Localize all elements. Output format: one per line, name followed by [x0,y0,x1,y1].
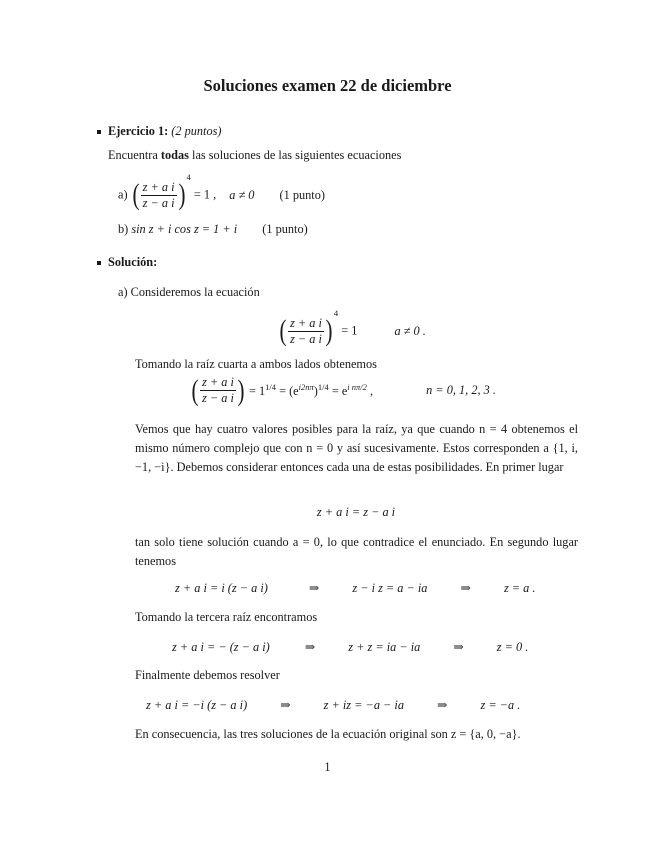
eq5-b: z + z = ia − ia [348,640,421,654]
eq6-arrow-1: ⇒ [280,698,291,712]
final-text: Finalmente debemos resolver [135,668,280,682]
equation-3: z + a i = z − a i [316,505,396,519]
equation-2: ( $\frac{\text{z + a i}}{\text{z − a i}}$ ) = $1^{1/4} = (e^{i2n\pi})^{1/4} = e^{i n\pi/2}$ , n = 0, 1, 2, 3 . [191,373,496,407]
root-text: Tomando la raíz cuarta a ambos lados obtenemos [135,357,377,371]
eq4-arrow-1: ⇒ [308,581,320,595]
exercise-a-num: z + a i [142,179,175,194]
third-text: Tomando la tercera raíz encontramos [135,610,318,624]
paragraph-2: tan solo tiene solución cuando a = 0, lo que contradice el enunciado. En segundo lugar tenemos [135,535,578,568]
exercise-a-label: a) [118,187,128,202]
eq2-mid: = 1 [248,384,266,399]
exercise-b-label: b) [118,222,129,236]
eq4-c: z = a . [503,581,536,595]
exercise-prompt [108,148,401,163]
solution-intro: Consideremos la ecuación [130,285,260,299]
eq4-a: z + a i = i (z − a i) [175,581,268,595]
solution-label: Solución: [108,255,158,269]
eq1-num: z + a i [290,315,322,330]
eq1-rhs: = 1 [341,323,358,338]
prompt-text-post: las soluciones de las siguientes ecuaciones [188,148,402,162]
solution-heading [108,255,157,270]
equation-6 [146,698,520,713]
page-number: 1 [324,760,331,774]
eq1-den: z − a i [290,331,322,346]
exercise-points: (2 puntos) [171,124,222,138]
eq6-a: z + a i = −i (z − a i) [146,698,248,712]
eq2-n: n = 0, 1, 2, 3 . [426,383,496,397]
prompt-text-pre: Encuentra [108,148,161,162]
eq2-exp1: 1/4 [265,381,276,392]
equation-5 [172,640,528,655]
exercise-a-cond: a ≠ 0 [229,187,255,202]
eq4-arrow-2: ⇒ [460,581,471,595]
equation-1: ( $\frac{\text{z + a i}}{\text{z − a i}}$ )$^4$ = 1 a ≠ 0 . [279,308,426,348]
solution-a-intro [118,285,260,300]
exercise-label: Ejercicio 1: [108,124,169,138]
exercise-b-points: (1 punto) [262,222,308,236]
eq2-den: z − a i [202,391,234,405]
eq2-exp4: i nπ/2 [347,381,367,392]
bullet-exercise [97,130,101,134]
eq2-exp2: i2nπ [298,381,314,392]
equation-4 [175,581,535,596]
eq2-close: ) [313,384,318,399]
eq5-a: z + a i = − (z − a i) [172,640,270,654]
prompt-text-bold: todas [160,148,189,162]
eq1-cond: a ≠ 0 . [394,323,426,338]
conclusion-text: En consecuencia, las tres soluciones de la ecuación original son z = {a, 0, −a}. [135,727,521,741]
exercise-a-den: z − a i [142,195,175,210]
eq5-arrow-1: ⇒ [304,640,316,654]
exercise-a-exp: 4 [186,172,191,182]
exercise-a-rhs: = 1 , [193,187,217,202]
page-title: Soluciones examen 22 de diciembre [203,76,452,95]
eq6-b: z + iz = −a − ia [323,698,404,712]
solution-a-label: a) [118,285,128,299]
exercise-b-eq: sin z + i cos z = 1 + i [131,222,238,236]
exercise-heading [108,124,222,139]
eq2-comma: , [369,384,374,399]
eq4-b: z − i z = a − ia [352,581,428,595]
exercise-a-points: (1 punto) [279,187,325,202]
eq2-num: z + a i [202,375,234,389]
bullet-solution [97,261,101,265]
eq5-arrow-2: ⇒ [453,640,464,654]
eq6-arrow-2: ⇒ [437,698,448,712]
exercise-b [118,222,308,237]
paragraph-1: Vemos que hay cuatro valores posibles para la raíz, ya que cuando n = 4 obtenemos el mismo número complejo que con n = 0 y así sucesivamente. Estos corresponden a {1, i, −1, −i}. Debemos considerar entonces cada una de estas posibilidades. En primer lugar [135,422,578,474]
eq2-eq2: = e [331,384,348,399]
eq1-exp: 4 [333,308,339,318]
exercise-a-fraction [141,180,177,211]
eq6-c: z = −a . [480,698,521,712]
exercise-a: a) ( $\frac{\text{z + a i}}{\text{z − a i}}$ )$^4$ = 1 , a ≠ 0 (1 punto) [118,172,325,212]
eq2-eq: = (e [279,384,299,399]
eq2-exp3: 1/4 [317,381,329,392]
eq5-c: z = 0 . [496,640,529,654]
